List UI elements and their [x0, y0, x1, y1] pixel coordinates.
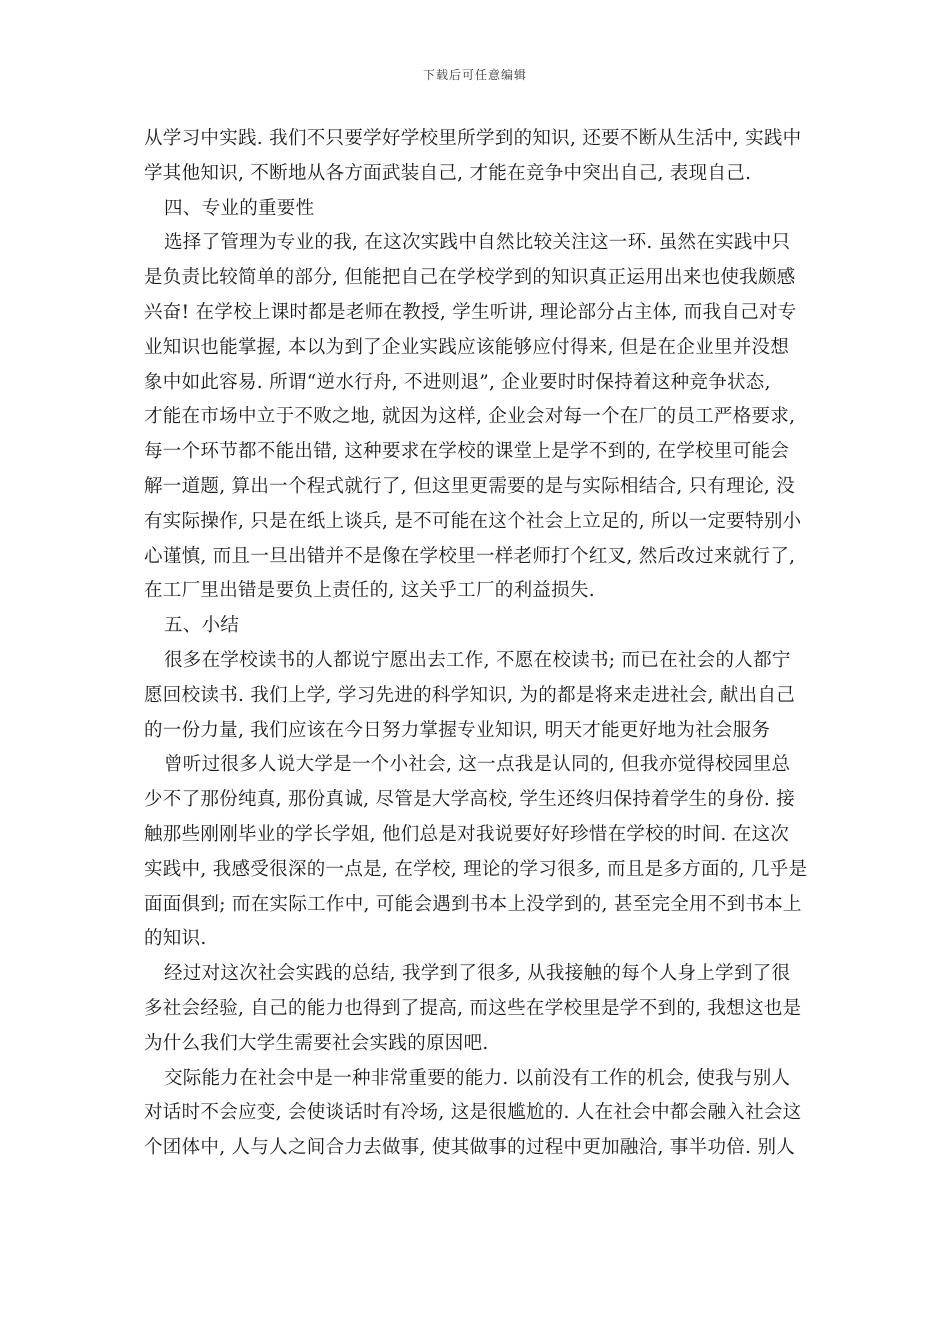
- text-line: 四、专业的重要性: [164, 197, 315, 219]
- text-line: 少不了那份纯真, 那份真诚, 尽管是大学高校, 学生还终归保持着学生的身份. 接: [144, 789, 796, 811]
- text-line: 是负责比较简单的部分, 但能把自己在学校学到的知识真正运用出来也使我颇感: [144, 267, 796, 289]
- text-line: 的一份力量, 我们应该在今日努力掌握专业知识, 明天才能更好地为社会服务: [144, 719, 771, 741]
- text-line: 从学习中实践. 我们不只要学好学校里所学到的知识, 还要不断从生活中, 实践中: [144, 128, 802, 149]
- text-line: 五、小结: [164, 615, 240, 637]
- text-line: 在工厂里出错是要负上责任的, 这关乎工厂的利益损失.: [144, 580, 595, 602]
- text-line: 多社会经验, 自己的能力也得到了提高, 而这些在学校里是学不到的, 我想这也是: [144, 997, 802, 1019]
- text-line: 触那些刚刚毕业的学长学姐, 他们总是对我说要好好珍惜在学校的时间. 在这次: [144, 823, 790, 845]
- text-line: 曾听过很多人说大学是一个小社会, 这一点我是认同的, 但我亦觉得校园里总: [164, 754, 791, 776]
- text-line: 个团体中, 人与人之间合力去做事, 使其做事的过程中更加融洽, 事半功倍. 别人: [144, 1137, 796, 1159]
- text-line: 交际能力在社会中是一种非常重要的能力. 以前没有工作的机会, 使我与别人: [164, 1067, 791, 1089]
- text-line: 业知识也能掌握, 本以为到了企业实践应该能够应付得来, 但是在企业里并没想: [144, 336, 790, 358]
- text-line: 为什么我们大学生需要社会实践的原因吧.: [144, 1032, 489, 1054]
- text-line: 经过对这次社会实践的总结, 我学到了很多, 从我接触的每个人身上学到了很: [164, 963, 791, 985]
- text-line: 每一个环节都不能出错, 这种要求在学校的课堂上是学不到的, 在学校里可能会: [144, 441, 790, 463]
- text-line: 面面俱到; 而在实际工作中, 可能会遇到书本上没学到的, 甚至完全用不到书本上: [144, 893, 802, 915]
- text-line: 很多在学校读书的人都说宁愿出去工作, 不愿在校读书; 而已在社会的人都宁: [164, 649, 791, 671]
- document-body: [144, 122, 808, 1166]
- text-line: 兴奋! 在学校上课时都是老师在教授, 学生听讲, 理论部分占主体, 而我自己对专: [144, 301, 797, 323]
- text-line: 实践中, 我感受很深的一点是, 在学校, 理论的学习很多, 而且是多方面的, 几乎是: [144, 858, 808, 880]
- text-line: 象中如此容易. 所谓“逆水行舟, 不进则退”, 企业要时时保持着这种竞争状态,: [144, 371, 771, 393]
- text-line: 有实际操作, 只是在纸上谈兵, 是不可能在这个社会上立足的, 所以一定要特别小: [144, 510, 802, 532]
- text-line: 心谨慎, 而且一旦出错并不是像在学校里一样老师打个红叉, 然后改过来就行了,: [144, 545, 796, 567]
- text-line: 的知识.: [144, 928, 207, 950]
- text-line: 学其他知识, 不断地从各方面武装自己, 才能在竞争中突出自己, 表现自己.: [144, 162, 752, 184]
- text-line: 才能在市场中立于不败之地, 就因为这样, 企业会对每一个在厂的员工严格要求,: [144, 406, 796, 428]
- text-line: 对话时不会应变, 会使谈话时有冷场, 这是很尴尬的. 人在社会中都会融入社会这: [144, 1102, 802, 1124]
- text-line: 解一道题, 算出一个程式就行了, 但这里更需要的是与实际相结合, 只有理论, 没: [144, 475, 796, 497]
- text-line: 选择了管理为专业的我, 在这次实践中自然比较关注这一环. 虽然在实践中只: [164, 232, 791, 254]
- page-header: 下载后可任意编辑: [422, 68, 527, 82]
- text-line: 愿回校读书. 我们上学, 学习先进的科学知识, 为的都是将来走进社会, 献出自己: [144, 684, 796, 706]
